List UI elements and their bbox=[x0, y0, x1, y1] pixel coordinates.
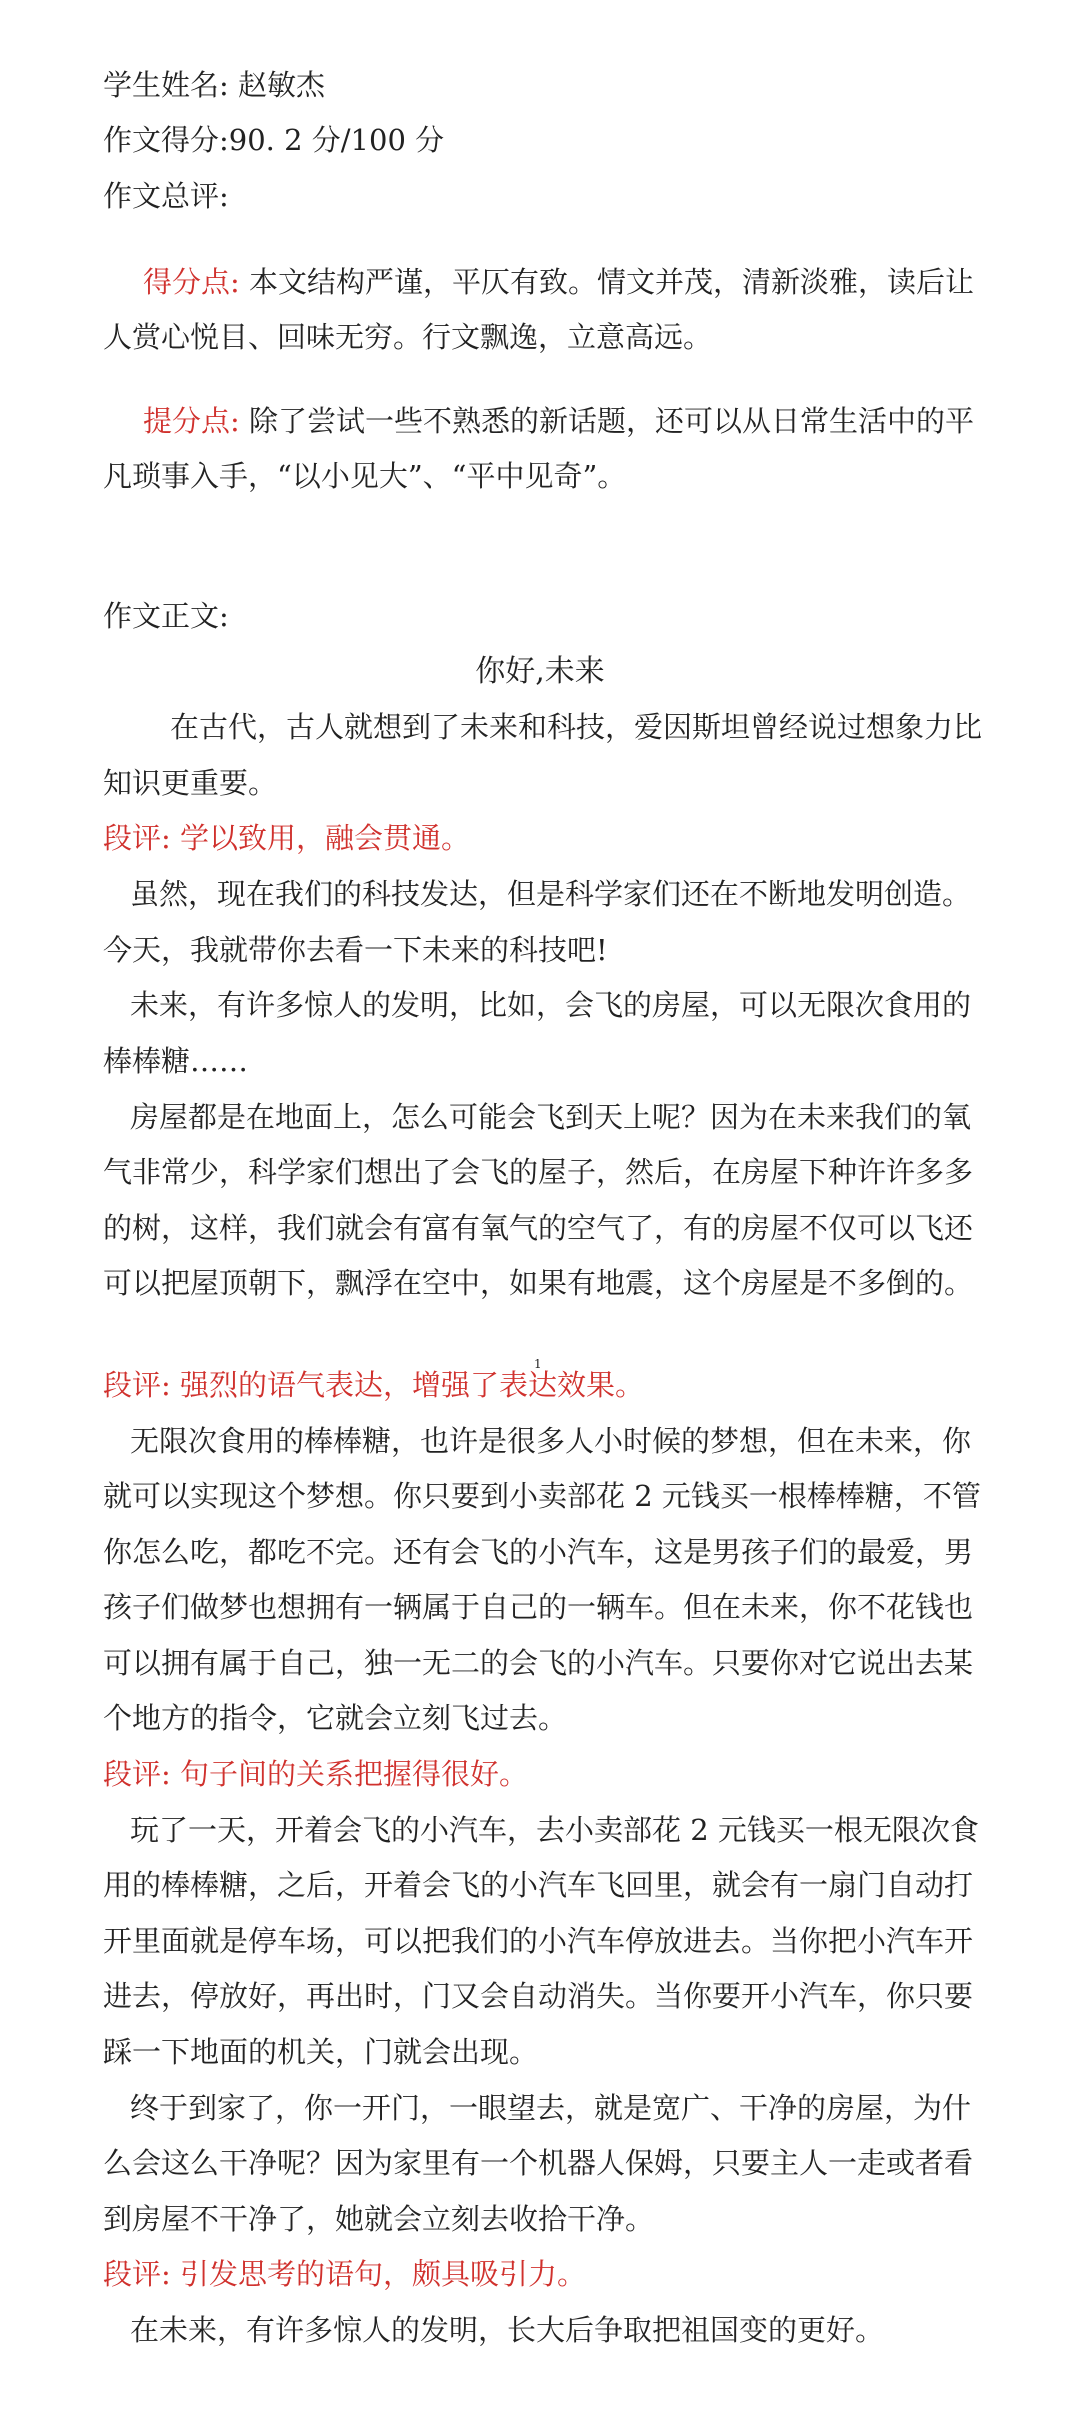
essay-line: 在古代，古人就想到了未来和科技，爱因斯坦曾经说过想象力比 bbox=[170, 710, 983, 744]
essay-line: 气非常少，科学家们想出了会飞的屋子，然后，在房屋下种许许多多 bbox=[103, 1155, 974, 1189]
student-name: 学生姓名: 赵敏杰 bbox=[103, 68, 325, 102]
essay-line: 可以把屋顶朝下，飘浮在空中，如果有地震，这个房屋是不多倒的。 bbox=[103, 1266, 974, 1300]
strengths-label: 得分点: bbox=[143, 265, 240, 299]
essay-title: 你好,未来 bbox=[475, 654, 605, 689]
strengths-line-2: 人赏心悦目、回味无穷。行文飘逸，立意高远。 bbox=[103, 320, 713, 354]
improve-label: 提分点: bbox=[143, 404, 240, 438]
essay-line: 进去，停放好，再出时，门又会自动消失。当你要开小汽车，你只要 bbox=[103, 1979, 974, 2013]
improve-line-1: 提分点: 除了尝试一些不熟悉的新话题，还可以从日常生活中的平 bbox=[143, 404, 975, 438]
essay-line: 到房屋不干净了，她就会立刻去收拾干净。 bbox=[103, 2202, 655, 2236]
page-number: 1 bbox=[534, 1357, 542, 1371]
paragraph-comment: 段评: 引发思考的语句，颇具吸引力。 bbox=[103, 2257, 586, 2291]
essay-line: 开里面就是停车场，可以把我们的小汽车停放进去。当你把小汽车开 bbox=[103, 1924, 974, 1958]
essay-score: 作文得分:90. 2 分/100 分 bbox=[103, 123, 445, 157]
essay-line: 玩了一天，开着会飞的小汽车，去小卖部花 2 元钱买一根无限次食 bbox=[130, 1813, 979, 1847]
essay-line: 个地方的指令，它就会立刻飞过去。 bbox=[103, 1701, 568, 1735]
essay-body-label: 作文正文: bbox=[103, 599, 229, 633]
essay-line: 就可以实现这个梦想。你只要到小卖部花 2 元钱买一根棒棒糖，不管 bbox=[103, 1479, 981, 1513]
essay-line: 今天，我就带你去看一下未来的科技吧! bbox=[103, 933, 608, 967]
strengths-line-1: 得分点: 本文结构严谨，平仄有致。情文并茂，清新淡雅，读后让 bbox=[143, 265, 975, 299]
overall-label: 作文总评: bbox=[103, 179, 229, 213]
essay-line: 未来，有许多惊人的发明，比如，会飞的房屋，可以无限次食用的 bbox=[130, 988, 972, 1022]
essay-line: 知识更重要。 bbox=[103, 766, 278, 800]
essay-line: 房屋都是在地面上，怎么可能会飞到天上呢？因为在未来我们的氧 bbox=[130, 1100, 972, 1134]
essay-line: 么会这么干净呢？因为家里有一个机器人保姆，只要主人一走或者看 bbox=[103, 2146, 974, 2180]
essay-line: 踩一下地面的机关，门就会出现。 bbox=[103, 2035, 539, 2069]
paragraph-comment: 段评: 句子间的关系把握得很好。 bbox=[103, 1757, 528, 1791]
essay-line: 棒棒糖…… bbox=[103, 1044, 249, 1078]
essay-line: 无限次食用的棒棒糖，也许是很多人小时候的梦想，但在未来，你 bbox=[130, 1424, 972, 1458]
essay-line: 终于到家了，你一开门，一眼望去，就是宽广、干净的房屋，为什 bbox=[130, 2091, 972, 2125]
essay-line: 你怎么吃，都吃不完。还有会飞的小汽车，这是男孩子们的最爱，男 bbox=[103, 1535, 974, 1569]
improve-line-2: 凡琐事入手，“以小见大”、“平中见奇”。 bbox=[103, 459, 627, 493]
paragraph-comment: 段评: 学以致用，融会贯通。 bbox=[103, 821, 470, 855]
essay-line: 用的棒棒糖，之后，开着会飞的小汽车飞回里，就会有一扇门自动打 bbox=[103, 1868, 974, 1902]
essay-line: 的树，这样，我们就会有富有氧气的空气了，有的房屋不仅可以飞还 bbox=[103, 1211, 974, 1245]
essay-line: 虽然，现在我们的科技发达，但是科学家们还在不断地发明创造。 bbox=[130, 877, 972, 911]
paragraph-comment: 段评: 强烈的语气表达，增强了表达效果。 bbox=[103, 1368, 644, 1402]
essay-line: 在未来，有许多惊人的发明，长大后争取把祖国变的更好。 bbox=[130, 2313, 885, 2347]
essay-line: 孩子们做梦也想拥有一辆属于自己的一辆车。但在未来，你不花钱也 bbox=[103, 1590, 974, 1624]
essay-line: 可以拥有属于自己，独一无二的会飞的小汽车。只要你对它说出去某 bbox=[103, 1646, 974, 1680]
